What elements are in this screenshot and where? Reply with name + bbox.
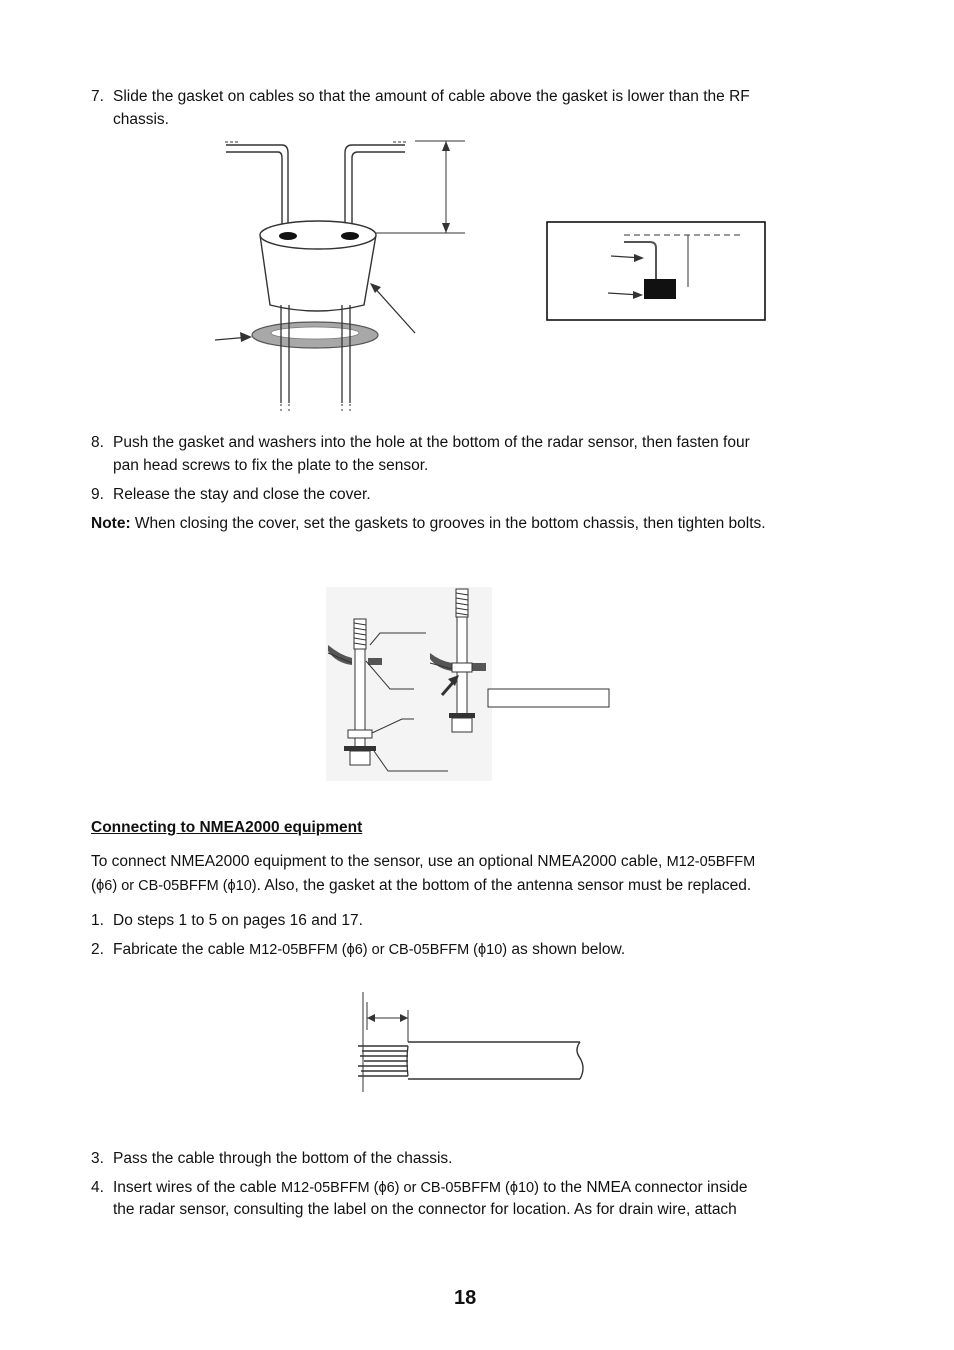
step-7-text-line1: Slide the gasket on cables so that the amount of cable above the gasket is lower than the RF	[113, 88, 750, 105]
nmea-step-2-text-a: Fabricate the cable	[113, 941, 250, 958]
rf-chassis-inset	[546, 221, 768, 323]
intro-line2-paren: (	[91, 877, 97, 894]
intro-line2	[91, 876, 751, 896]
intro-line1-text: To connect NMEA2000 equipment to the sensor, use an optional NMEA2000 cable,	[91, 853, 667, 870]
step-8-text-line1: Push the gasket and washers into the hole at the bottom of the radar sensor, then fasten four	[113, 434, 750, 451]
intro-line2-text: . Also, the gasket at the bottom of the antenna sensor must be replaced.	[256, 877, 752, 894]
step-9-number: 9.	[91, 486, 104, 503]
note-text: When closing the cover, set the gaskets to grooves in the bottom chassis, then tighten bolts.	[130, 515, 766, 532]
bolt-gasket-figure	[322, 583, 614, 783]
intro-line1	[91, 852, 755, 872]
step-7-text-line2: chassis.	[113, 111, 169, 128]
nmea-step-4-text-a: Insert wires of the cable	[113, 1179, 281, 1196]
nmea-step-4-text-line1	[113, 1178, 747, 1198]
nmea-step-2-number: 2.	[91, 941, 104, 958]
note-label: Note:	[91, 515, 131, 532]
page-number: 18	[454, 1287, 477, 1309]
nmea-step-3-text: Pass the cable through the bottom of the chassis.	[113, 1150, 453, 1167]
step-8-number: 8.	[91, 434, 104, 451]
nmea-step-4-text-c: to the NMEA connector inside	[538, 1179, 748, 1196]
nmea-step-2-text-c: as shown below.	[507, 941, 626, 958]
gasket-cable-figure	[200, 135, 500, 420]
nmea-step-1-number: 1.	[91, 912, 104, 929]
stripped-cable-figure	[350, 990, 590, 1100]
step-7-number: 7.	[91, 88, 104, 105]
nmea-step-4-cables: M12-05BFFM (ϕ6) or CB-05BFFM (ϕ10)	[281, 1180, 539, 1196]
nmea-step-1-text: Do steps 1 to 5 on pages 16 and 17.	[113, 912, 363, 929]
intro-line1-cable: M12-05BFFM	[666, 854, 756, 870]
nmea-step-2-text	[113, 940, 625, 960]
nmea-step-3-number: 3.	[91, 1150, 104, 1167]
nmea-step-2-cables: M12-05BFFM (ϕ6) or CB-05BFFM (ϕ10)	[249, 942, 508, 958]
step-8-text-line2: pan head screws to fix the plate to the sensor.	[113, 457, 429, 474]
intro-line2-cables: ϕ6) or CB-05BFFM (ϕ10)	[96, 878, 257, 894]
nmea-step-4-number: 4.	[91, 1179, 104, 1196]
nmea-step-4-text-line2: the radar sensor, consulting the label on the connector for location. As for drain wire, attach	[113, 1201, 737, 1218]
step-9-text: Release the stay and close the cover.	[113, 486, 371, 503]
section-heading: Connecting to NMEA2000 equipment	[91, 819, 363, 836]
note	[91, 514, 766, 534]
